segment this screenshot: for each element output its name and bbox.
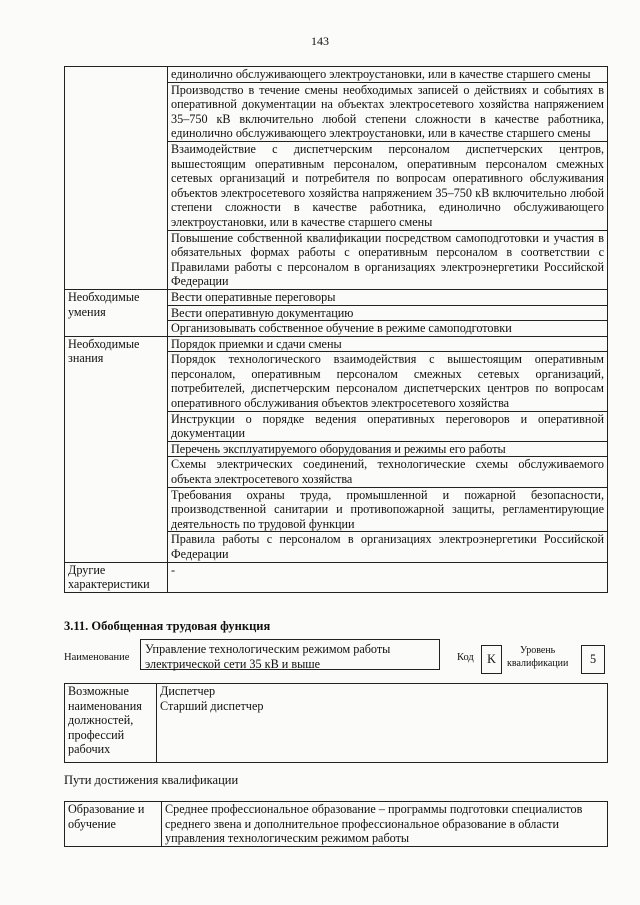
positions-label: Возможные наименования должностей, профессий рабочих [65, 684, 157, 763]
knowledge-row: Требования охраны труда, промышленной и пожарной безопасности, производственной санитарии и противопожарной защиты, регламентирующие деятельность по трудовой функции [168, 487, 608, 532]
action-row: Взаимодействие с диспетчерским персоналом диспетчерских центров, вышестоящим оперативным персоналом, оперативным персоналом смежных сетевых организаций и потребителя по вопросам оперативного обслуживания объектов электросетевого хозяйства напряжением 35–750 кВ включительно любой степени сложности в качестве работника, единолично обслуживающего электроустановки, или в качестве старшего смены [168, 141, 608, 230]
actions-label-cell [65, 67, 168, 290]
positions-values [157, 684, 608, 763]
section-heading: 3.11. Обобщенная трудовая функция [64, 619, 271, 633]
knowledge-row: Правила работы с персоналом в организациях электроэнергетики Российской Федерации [168, 532, 608, 562]
education-table [64, 801, 608, 847]
skills-label: Необходимые умения [65, 289, 168, 336]
position-item: Диспетчер [160, 684, 216, 698]
position-item: Старший диспетчер [160, 698, 264, 713]
skill-row: Организовывать собственное обучение в режиме самоподготовки [168, 321, 608, 337]
page-number: 143 [311, 34, 329, 48]
knowledge-row: Инструкции о порядке ведения оперативных переговоров и оперативной документации [168, 411, 608, 441]
knowledge-row: Перечень эксплуатируемого оборудования и режимы его работы [168, 441, 608, 457]
skill-row: Вести оперативную документацию [168, 305, 608, 321]
action-row: Повышение собственной квалификации посредством самоподготовки и участия в обязательных формах работы с оперативным персоналом в соответствии с Правилами работы с персоналом в организациях электроэнергетики Российской Федерации [168, 230, 608, 289]
other-characteristics-value: - [168, 562, 608, 592]
name-label: Наименование [64, 652, 130, 663]
level-label-line2: квалификации [507, 658, 569, 669]
positions-table [64, 683, 608, 763]
function-name-box: Управление технологическим режимом работы электрической сети 35 кВ и выше [140, 639, 440, 670]
level-value-box: 5 [581, 645, 605, 674]
qualification-heading: Пути достижения квалификации [64, 773, 239, 787]
knowledge-row: Порядок технологического взаимодействия с вышестоящим оперативным персоналом, оперативным персоналом смежных сетевых организаций, потребителей, диспетчерским персоналом диспетчерских центров по вопросам оперативного обслуживания объектов электросетевого хозяйства [168, 352, 608, 411]
code-label: Код [457, 652, 474, 663]
knowledge-row: Порядок приемки и сдачи смены [168, 336, 608, 352]
action-row: Производство в течение смены необходимых записей о действиях и событиях в оперативной документации на объектах электросетевого хозяйства напряжением 35–750 кВ включительно любой степени сложности в качестве работника, единолично обслуживающего электроустановки, или в качестве старшего смены [168, 82, 608, 141]
level-label-line1: Уровень [520, 645, 556, 656]
labor-actions-table [64, 66, 608, 593]
education-value: Среднее профессиональное образование – программы подготовки специалистов среднего звена и дополнительное профессиональное образование в области управления технологическим режимом работы [162, 802, 608, 847]
skill-row: Вести оперативные переговоры [168, 289, 608, 305]
code-value-box: K [481, 645, 502, 674]
knowledge-row: Схемы электрических соединений, технологические схемы обслуживаемого объекта электросетевого хозяйства [168, 457, 608, 487]
education-label: Образование и обучение [65, 802, 162, 847]
knowledge-label: Необходимые знания [65, 336, 168, 562]
action-row: единолично обслуживающего электроустановки, или в качестве старшего смены [168, 67, 608, 83]
other-characteristics-label: Другие характеристики [65, 562, 168, 592]
